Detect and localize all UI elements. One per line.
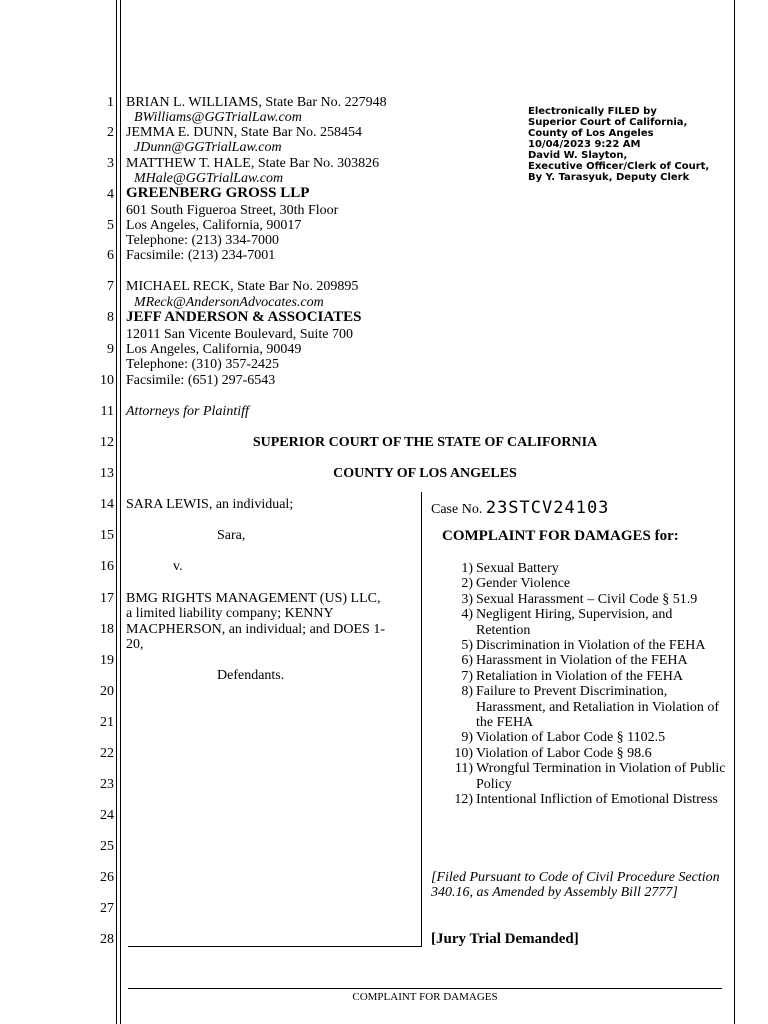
cause-item	[440, 638, 730, 653]
line-number: 22	[100, 746, 114, 761]
electronic-filing-stamp	[528, 106, 718, 183]
caption-bottom-rule	[128, 946, 422, 947]
line-number: 2	[107, 125, 114, 140]
cause-text: Retaliation in Violation of the FEHA	[476, 668, 683, 684]
firm-name-anderson: JEFF ANDERSON & ASSOCIATES	[126, 309, 362, 325]
line-number: 6	[107, 248, 114, 263]
left-margin-rule-inner	[120, 0, 121, 1024]
attorneys-for-plaintiff: Attorneys for Plaintiff	[126, 404, 249, 419]
complaint-title: COMPLAINT FOR DAMAGES for:	[442, 528, 679, 544]
firm-telephone: Telephone: (213) 334-7000	[126, 233, 279, 248]
cause-item	[440, 592, 730, 607]
line-number: 28	[100, 932, 114, 947]
attorney-williams: BRIAN L. WILLIAMS, State Bar No. 227948	[126, 95, 387, 110]
jury-trial-demanded: [Jury Trial Demanded]	[431, 931, 579, 947]
defendant-line3: MACPHERSON, an individual; and DOES 1-	[126, 622, 385, 637]
case-number-value: 23STCV24103	[485, 498, 610, 518]
cause-number: 8)	[461, 684, 473, 700]
cause-item	[440, 576, 730, 591]
attorney-hale-email: MHale@GGTrialLaw.com	[134, 171, 284, 186]
cause-number: 3)	[461, 591, 473, 607]
filed-pursuant-note: [Filed Pursuant to Code of Civil Procedure Section 340.16, as Amended by Assembly Bill 2777]	[431, 870, 720, 901]
cause-text: Violation of Labor Code § 98.6	[476, 745, 652, 761]
line-number: 8	[107, 310, 114, 325]
cause-text: Wrongful Termination in Violation of Public Policy	[476, 761, 726, 792]
footer-title: COMPLAINT FOR DAMAGES	[352, 991, 498, 1003]
line-number: 17	[100, 591, 114, 606]
plaintiff-name: SARA LEWIS, an individual;	[126, 497, 294, 512]
cause-number: 11)	[454, 761, 473, 777]
line-number: 19	[100, 653, 114, 668]
line-number: 9	[107, 342, 114, 357]
cause-item	[440, 669, 730, 684]
cause-number: 4)	[461, 607, 473, 623]
cause-item	[440, 761, 730, 792]
plaintiff-role: Sara,	[217, 528, 246, 543]
left-margin-rule	[116, 0, 117, 1024]
line-number: 14	[100, 497, 114, 512]
cause-text: Sexual Battery	[476, 561, 559, 576]
defendant-role: Defendants.	[217, 668, 285, 683]
cause-number: 10)	[454, 745, 473, 761]
firm-address-line1: 601 South Figueroa Street, 30th Floor	[126, 203, 339, 218]
cause-item	[440, 792, 730, 807]
footer-rule	[128, 988, 722, 989]
line-number: 21	[100, 715, 114, 730]
line-number: 24	[100, 808, 114, 823]
defendant-line4: 20,	[126, 637, 144, 652]
stamp-line: Executive Officer/Clerk of Court,	[528, 161, 710, 172]
line-number: 20	[100, 684, 114, 699]
causes-of-action	[440, 561, 730, 808]
line-number: 23	[100, 777, 114, 792]
court-county: COUNTY OF LOS ANGELES	[333, 466, 517, 481]
line-number: 25	[100, 839, 114, 854]
line-number: 5	[107, 218, 114, 233]
cause-item	[440, 561, 730, 576]
cause-number: 9)	[461, 730, 473, 746]
firm2-address-line1: 12011 San Vicente Boulevard, Suite 700	[126, 327, 354, 342]
cause-item	[440, 746, 730, 761]
firm-facsimile: Facsimile: (213) 234-7001	[126, 248, 276, 263]
stamp-line: 10/04/2023 9:22 AM	[528, 139, 641, 150]
attorney-reck: MICHAEL RECK, State Bar No. 209895	[126, 279, 359, 294]
right-margin-rule	[734, 0, 735, 1024]
cause-item	[440, 730, 730, 745]
defendant-line1: BMG RIGHTS MANAGEMENT (US) LLC,	[126, 591, 381, 606]
case-number-label: Case No.	[431, 502, 483, 517]
cause-text: Sexual Harassment – Civil Code § 51.9	[476, 591, 698, 607]
attorney-dunn: JEMMA E. DUNN, State Bar No. 258454	[126, 125, 363, 140]
cause-text: Gender Violence	[476, 576, 571, 592]
cause-text: Discrimination in Violation of the FEHA	[476, 638, 706, 654]
attorney-reck-email: MReck@AndersonAdvocates.com	[134, 295, 324, 310]
line-number: 7	[107, 279, 114, 294]
stamp-line: By Y. Tarasyuk, Deputy Clerk	[528, 172, 690, 183]
cause-item	[440, 684, 730, 730]
cause-number: 7)	[461, 668, 473, 684]
line-number: 16	[100, 559, 114, 574]
stamp-line: County of Los Angeles	[528, 128, 654, 139]
line-number: 27	[100, 901, 114, 916]
firm2-facsimile: Facsimile: (651) 297-6543	[126, 373, 276, 388]
firm-address-line2: Los Angeles, California, 90017	[126, 218, 302, 233]
line-number: 4	[107, 187, 114, 202]
cause-text: Failure to Prevent Discrimination, Harassment, and Retaliation in Violation of the FEHA	[476, 684, 720, 731]
line-number: 10	[100, 373, 114, 388]
cause-number: 1)	[461, 561, 473, 576]
versus: v.	[173, 559, 183, 574]
cause-number: 12)	[454, 792, 473, 808]
caption-divider	[421, 492, 422, 946]
cause-number: 5)	[461, 638, 473, 654]
attorney-hale: MATTHEW T. HALE, State Bar No. 303826	[126, 156, 380, 171]
line-number: 18	[100, 622, 114, 637]
stamp-line: Superior Court of California,	[528, 117, 688, 128]
cause-text: Violation of Labor Code § 1102.5	[476, 730, 666, 746]
attorney-williams-email: BWilliams@GGTrialLaw.com	[134, 110, 302, 125]
defendant-line2: a limited liability company; KENNY	[126, 606, 334, 621]
cause-number: 6)	[461, 653, 473, 669]
cause-text: Harassment in Violation of the FEHA	[476, 653, 688, 669]
firm-name-greenberg: GREENBERG GROSS LLP	[126, 185, 310, 201]
stamp-line: David W. Slayton,	[528, 150, 628, 161]
cause-item	[440, 653, 730, 668]
line-number: 12	[100, 435, 114, 450]
line-number: 1	[107, 95, 114, 110]
firm2-telephone: Telephone: (310) 357-2425	[126, 357, 279, 372]
cause-item	[440, 607, 730, 638]
line-number: 13	[100, 466, 114, 481]
line-number: 26	[100, 870, 114, 885]
stamp-line: Electronically FILED by	[528, 106, 657, 117]
attorney-dunn-email: JDunn@GGTrialLaw.com	[134, 140, 282, 155]
firm2-address-line2: Los Angeles, California, 90049	[126, 342, 302, 357]
cause-number: 2)	[461, 576, 473, 592]
court-name: SUPERIOR COURT OF THE STATE OF CALIFORNIA	[252, 435, 598, 450]
cause-text: Intentional Infliction of Emotional Distress	[476, 792, 718, 808]
line-number: 15	[100, 528, 114, 543]
line-number: 3	[107, 156, 114, 171]
cause-text: Negligent Hiring, Supervision, and Retention	[476, 607, 673, 638]
case-number	[431, 498, 609, 518]
line-number: 11	[100, 404, 114, 419]
